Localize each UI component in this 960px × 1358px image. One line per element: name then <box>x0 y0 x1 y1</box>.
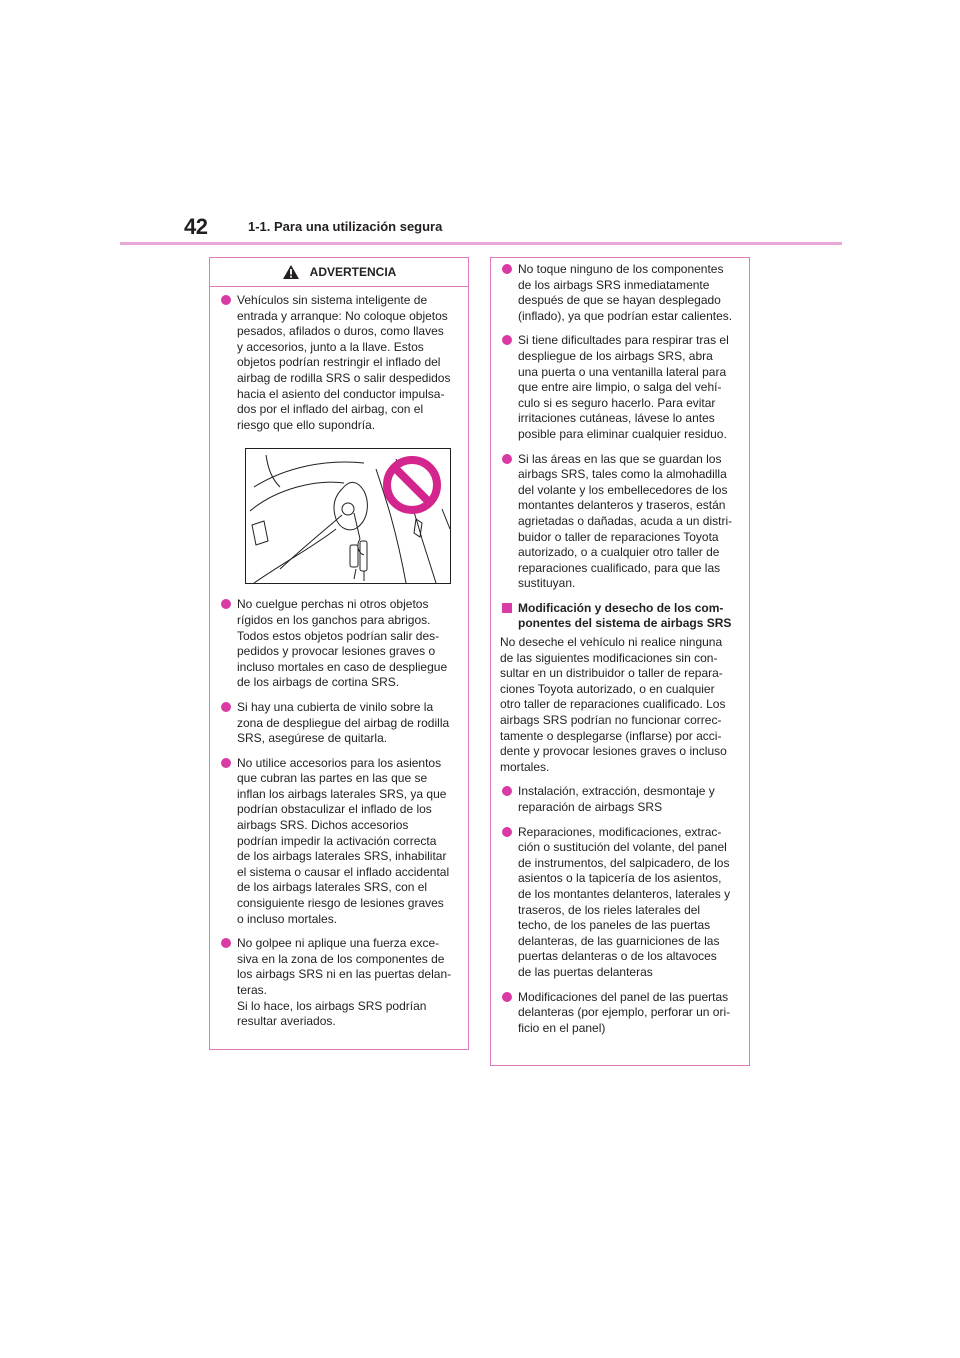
text-line: después de que se hayan desplegado <box>518 293 721 308</box>
text-line: dente y provocar lesiones graves o incluso <box>500 744 727 759</box>
text-line: una puerta o una ventanilla lateral para <box>518 364 727 379</box>
bullet-text <box>518 333 741 442</box>
text-line: Si hay una cubierta de vinilo sobre la <box>237 699 434 714</box>
subheading-text <box>518 601 741 632</box>
text-line: ficio en el panel) <box>518 1020 606 1035</box>
bullet-text <box>518 825 741 981</box>
text-line: No deseche el vehículo ni realice ninguna <box>500 635 723 650</box>
bullet-text <box>237 756 460 928</box>
bullet-text <box>518 784 741 815</box>
text-line: No cuelgue perchas ni otros objetos <box>237 597 429 612</box>
bullet-icon <box>221 938 231 948</box>
text-line: pesados, afilados o duros, como llaves <box>237 324 444 339</box>
warning-triangle-icon <box>282 264 300 280</box>
text-line: del volante y los embellecedores de los <box>518 482 728 497</box>
bullet-icon <box>221 599 231 609</box>
text-line: SRS, asegúrese de quitarla. <box>237 731 388 746</box>
bullet-icon <box>221 758 231 768</box>
header-rule <box>120 242 842 245</box>
text-line: podrían obstaculizar el inflado de los <box>237 802 432 817</box>
text-line: pedidos y provocar lesiones graves o <box>237 644 436 659</box>
text-line: Si tiene dificultades para respirar tras el <box>518 333 729 348</box>
list-item <box>500 333 741 442</box>
text-line: puertas delanteras o de los altavoces <box>518 949 717 964</box>
bullet-text <box>237 597 460 691</box>
text-line: airbags SRS podrían no funcionar correc- <box>500 713 722 728</box>
text-line: airbags SRS, tales como la almohadilla <box>518 467 727 482</box>
text-line: airbag de rodilla SRS o salir despedidos <box>237 370 451 385</box>
text-line: de las puertas delanteras <box>518 964 653 979</box>
list-item <box>219 700 460 747</box>
bullet-icon <box>502 454 512 464</box>
text-line: mortales. <box>500 759 550 774</box>
text-line: de los airbags laterales SRS, inhabilitar <box>237 849 447 864</box>
text-line: el sistema o causar el inflado accidental <box>237 864 450 879</box>
list-item <box>219 936 460 1030</box>
text-line: No utilice accesorios para los asientos <box>237 755 442 770</box>
text-line: dos por el inflado del airbag, con el <box>237 402 424 417</box>
list-item <box>219 597 460 691</box>
list-item <box>500 262 741 324</box>
page-number: 42 <box>184 214 208 239</box>
text-line: sultar en un distribuidor o taller de repara- <box>500 666 723 681</box>
bullet-text <box>518 452 741 592</box>
text-line: tamente o desplegarse (inflarse) por acci- <box>500 728 722 743</box>
text-line: que entre aire limpio, o salga del vehí- <box>518 380 722 395</box>
text-line: rígidos en los ganchos para abrigos. <box>237 612 431 627</box>
bullet-text <box>518 262 741 324</box>
text-line: de los airbags laterales SRS, con el <box>237 880 428 895</box>
text-line: ponentes del sistema de airbags SRS <box>518 616 732 631</box>
text-line: otro taller de reparaciones cualificado. Los <box>500 697 726 712</box>
prohibition-sign-icon <box>387 460 437 510</box>
paragraph <box>500 635 741 775</box>
bullet-icon <box>502 992 512 1002</box>
text-line: de los airbags de cortina SRS. <box>237 675 400 690</box>
bullet-icon <box>502 827 512 837</box>
text-line: Si lo hace, los airbags SRS podrían <box>237 998 427 1013</box>
text-line: teras. <box>237 983 268 997</box>
list-item <box>500 784 741 815</box>
warning-title: ADVERTENCIA <box>309 265 397 279</box>
text-line: reparación de airbags SRS <box>518 800 663 814</box>
text-line: que cubran las partes en las que se <box>237 771 428 786</box>
text-line: delanteras, de las guarniciones de las <box>518 933 720 948</box>
text-line: y accesorios, junto a la llave. Estos <box>237 339 424 354</box>
text-line: irritaciones cutáneas, lávese lo antes <box>518 411 715 426</box>
text-line: (inflado), ya que podrían estar calientes. <box>518 308 733 323</box>
text-line: sustituyan. <box>518 576 576 591</box>
bullet-icon <box>502 264 512 274</box>
text-line: siva en la zona de los componentes de <box>237 951 445 966</box>
text-line: Modificación y desecho de los com- <box>518 600 724 615</box>
bullet-text <box>237 936 460 1030</box>
bullet-text <box>237 700 460 747</box>
text-line: zona de despliegue del airbag de rodilla <box>237 715 450 730</box>
list-item <box>219 293 460 433</box>
text-line: incluso mortales en caso de despliegue <box>237 659 448 674</box>
text-line: podrían impedir la activación correcta <box>237 833 437 848</box>
list-item <box>500 452 741 592</box>
text-line: No toque ninguno de los componentes <box>518 262 724 276</box>
bullet-icon <box>221 295 231 305</box>
text-line: posible para eliminar cualquier residuo. <box>518 426 727 441</box>
text-line: despliegue de los airbags SRS, abra <box>518 348 713 363</box>
section-title: 1-1. Para una utilización segura <box>248 219 443 234</box>
text-line: delanteras (por ejemplo, perforar un ori- <box>518 1005 731 1020</box>
list-item <box>500 825 741 981</box>
text-line: Modificaciones del panel de las puertas <box>518 989 729 1004</box>
text-line: montantes delanteros y traseros, están <box>518 498 726 513</box>
text-line: Vehículos sin sistema inteligente de <box>237 293 428 307</box>
text-line: culo si es seguro hacerlo. Para evitar <box>518 395 716 410</box>
text-line: ción o sustitución del volante, del panel <box>518 840 727 855</box>
text-line: buidor o taller de reparaciones Toyota <box>518 529 719 544</box>
text-line: agrietadas o dañadas, acuda a un distri- <box>518 513 733 528</box>
bullet-text <box>237 293 460 433</box>
text-line: asientos o la tapicería de los asientos, <box>518 871 722 886</box>
text-line: traseros, de los rieles laterales del <box>518 902 701 917</box>
square-bullet-icon <box>502 603 512 613</box>
text-line: de los montantes delanteros, laterales y <box>518 886 731 901</box>
warning-box-right <box>490 257 750 1066</box>
text-line: entrada y arranque: No coloque objetos <box>237 308 448 323</box>
text-line: techo, de los paneles de las puertas <box>518 918 711 933</box>
warning-header <box>210 258 468 287</box>
text-line: No golpee ni aplique una fuerza exce- <box>237 936 440 951</box>
text-line: ciones Toyota autorizado, o en cualquier <box>500 681 715 696</box>
text-line: de los airbags SRS inmediatamente <box>518 277 710 292</box>
text-line: de las siguientes modificaciones sin con- <box>500 650 718 665</box>
text-line: Todos estos objetos podrían salir des- <box>237 628 440 643</box>
text-line: autorizado, o a cualquier otro taller de <box>518 545 720 560</box>
subheading <box>500 601 741 632</box>
bullet-text <box>518 990 741 1037</box>
text-line: Reparaciones, modificaciones, extrac- <box>518 824 722 839</box>
text-line: los airbags SRS ni en las puertas delan- <box>237 967 452 982</box>
list-item <box>219 756 460 928</box>
text-line: Si las áreas en las que se guardan los <box>518 451 722 466</box>
bullet-icon <box>502 335 512 345</box>
illustration-key-ring-prohibited <box>245 448 451 584</box>
text-line: Instalación, extracción, desmontaje y <box>518 784 715 799</box>
text-line: objetos podrían restringir el inflado del <box>237 355 441 370</box>
text-line: airbags SRS. Dichos accesorios <box>237 818 409 833</box>
text-line: o incluso mortales. <box>237 911 338 926</box>
text-line: riesgo que ello supondría. <box>237 417 376 432</box>
warning-box-left <box>209 257 469 1050</box>
text-line: consiguiente riesgo de lesiones graves <box>237 896 444 911</box>
bullet-icon <box>502 786 512 796</box>
list-item <box>500 990 741 1037</box>
text-line: hacia el asiento del conductor impulsa- <box>237 386 445 401</box>
text-line: de instrumentos, del salpicadero, de los <box>518 855 730 870</box>
bullet-icon <box>221 702 231 712</box>
text-line: inflan los airbags laterales SRS, ya que <box>237 786 447 801</box>
text-line: reparaciones cualificado, para que las <box>518 560 721 575</box>
text-line: resultar averiados. <box>237 1014 336 1029</box>
